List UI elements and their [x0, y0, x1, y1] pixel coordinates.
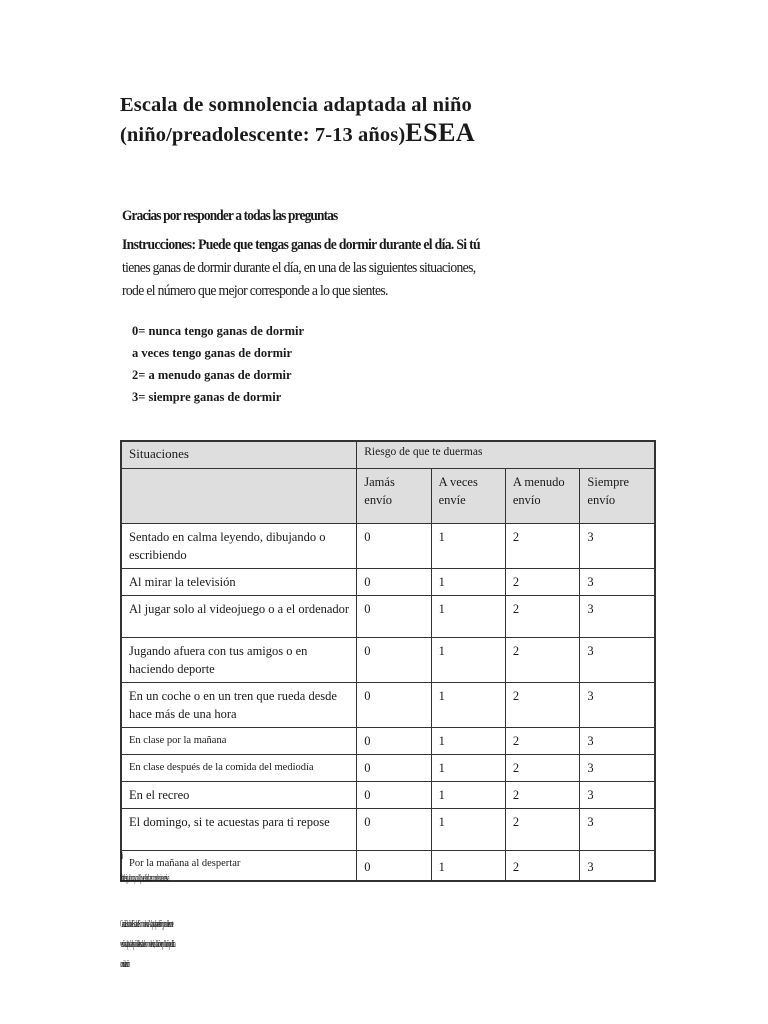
- column-header: A menudo envío: [505, 469, 580, 524]
- value-cell[interactable]: 3: [580, 851, 655, 882]
- legend-item: a veces tengo ganas de dormir: [132, 346, 293, 360]
- column-header: A veces envíe: [431, 469, 505, 524]
- situation-cell: En clase después de la comida del mediodía: [121, 755, 357, 782]
- thanks-text: Gracias por responder a todas las preguntas: [122, 208, 338, 224]
- table-row: [121, 755, 655, 782]
- situation-cell: Por la mañana al despertar: [121, 851, 357, 882]
- value-cell[interactable]: 1: [431, 683, 505, 728]
- table-row: [121, 809, 655, 851]
- value-cell[interactable]: 3: [580, 728, 655, 755]
- value-cell[interactable]: 0: [357, 809, 431, 851]
- footer-note: consideración: [120, 959, 130, 970]
- situation-cell: El domingo, si te acuestas para ti repose: [121, 809, 357, 851]
- header-blank: [121, 469, 357, 524]
- legend-item: 3= siempre ganas de dormir: [132, 390, 282, 404]
- value-cell[interactable]: 0: [357, 782, 431, 809]
- title-line1: Escala de somnolencia adaptada al niño: [120, 94, 472, 116]
- value-cell[interactable]: 3: [580, 638, 655, 683]
- instructions: [122, 234, 582, 303]
- value-cell[interactable]: 2: [505, 596, 580, 638]
- instructions-line1: Instrucciones: Puede que tengas ganas de dormir durante el día. Si tú: [122, 237, 480, 253]
- value-cell[interactable]: 1: [431, 755, 505, 782]
- value-cell[interactable]: 1: [431, 524, 505, 569]
- value-cell[interactable]: 2: [505, 851, 580, 882]
- value-cell[interactable]: 2: [505, 782, 580, 809]
- value-cell[interactable]: 2: [505, 569, 580, 596]
- situation-cell: Jugando afuera con tus amigos o en haciendo deporte: [121, 638, 357, 683]
- value-cell[interactable]: 2: [505, 524, 580, 569]
- table-row: [121, 683, 655, 728]
- value-cell[interactable]: 3: [580, 569, 655, 596]
- value-cell[interactable]: 2: [505, 809, 580, 851]
- title-line2: (niño/preadolescente: 7-13 años): [120, 124, 406, 146]
- value-cell[interactable]: 3: [580, 809, 655, 851]
- footer-interpretation: Si total es igual o mayor a 10 puede indicar somnolencia excesiva: [120, 872, 169, 884]
- instructions-line3: rode el número que mejor corresponde a lo que sientes.: [122, 283, 388, 299]
- value-cell[interactable]: 3: [580, 755, 655, 782]
- situation-cell: Sentado en calma leyendo, dibujando o escribiendo: [121, 524, 357, 569]
- table-row: [121, 851, 655, 882]
- header-situations: Situaciones: [121, 441, 357, 469]
- table-row: [121, 596, 655, 638]
- value-cell[interactable]: 2: [505, 683, 580, 728]
- value-cell[interactable]: 0: [357, 728, 431, 755]
- document-title: [120, 92, 720, 149]
- column-header: Jamás envío: [357, 469, 431, 524]
- value-cell[interactable]: 3: [580, 596, 655, 638]
- column-header: Siempre envío: [580, 469, 655, 524]
- footer-total: To: [120, 850, 123, 862]
- scale-legend: [132, 320, 304, 408]
- situation-cell: En clase por la mañana: [121, 728, 357, 755]
- value-cell[interactable]: 0: [357, 755, 431, 782]
- situation-cell: Al jugar solo al videojuego o a el ordenador: [121, 596, 357, 638]
- situation-cell: En el recreo: [121, 782, 357, 809]
- value-cell[interactable]: 2: [505, 755, 580, 782]
- value-cell[interactable]: 1: [431, 782, 505, 809]
- footer-note: Gracias Estudio de Escala de Somnolencia Adaptada para el niño y preadolescente: [120, 919, 173, 930]
- footer-note: versión adaptada al español de la escala de somnolencia, validación en población pediátrica: [120, 939, 175, 950]
- value-cell[interactable]: 3: [580, 524, 655, 569]
- value-cell[interactable]: 0: [357, 596, 431, 638]
- table-row: [121, 728, 655, 755]
- value-cell[interactable]: 3: [580, 782, 655, 809]
- value-cell[interactable]: 1: [431, 851, 505, 882]
- value-cell[interactable]: 1: [431, 569, 505, 596]
- legend-item: 0= nunca tengo ganas de dormir: [132, 324, 305, 338]
- sleepiness-table: [120, 440, 656, 882]
- value-cell[interactable]: 0: [357, 524, 431, 569]
- title-acronym: ESEA: [405, 118, 476, 147]
- header-risk: Riesgo de que te duermas: [357, 441, 655, 469]
- table-row: [121, 782, 655, 809]
- table-row: [121, 638, 655, 683]
- instructions-line2: tienes ganas de dormir durante el día, en una de las siguientes situaciones,: [122, 260, 476, 276]
- footer-notes: [120, 915, 174, 975]
- legend-item: 2= a menudo ganas de dormir: [132, 368, 292, 382]
- value-cell[interactable]: 0: [357, 569, 431, 596]
- value-cell[interactable]: 2: [505, 728, 580, 755]
- value-cell[interactable]: 1: [431, 596, 505, 638]
- value-cell[interactable]: 2: [505, 638, 580, 683]
- table-row: [121, 569, 655, 596]
- value-cell[interactable]: 0: [357, 851, 431, 882]
- value-cell[interactable]: 1: [431, 638, 505, 683]
- value-cell[interactable]: 0: [357, 683, 431, 728]
- situation-cell: Al mirar la televisión: [121, 569, 357, 596]
- value-cell[interactable]: 1: [431, 809, 505, 851]
- situation-cell: En un coche o en un tren que rueda desde hace más de una hora: [121, 683, 357, 728]
- value-cell[interactable]: 0: [357, 638, 431, 683]
- value-cell[interactable]: 1: [431, 728, 505, 755]
- table-row: [121, 524, 655, 569]
- value-cell[interactable]: 3: [580, 683, 655, 728]
